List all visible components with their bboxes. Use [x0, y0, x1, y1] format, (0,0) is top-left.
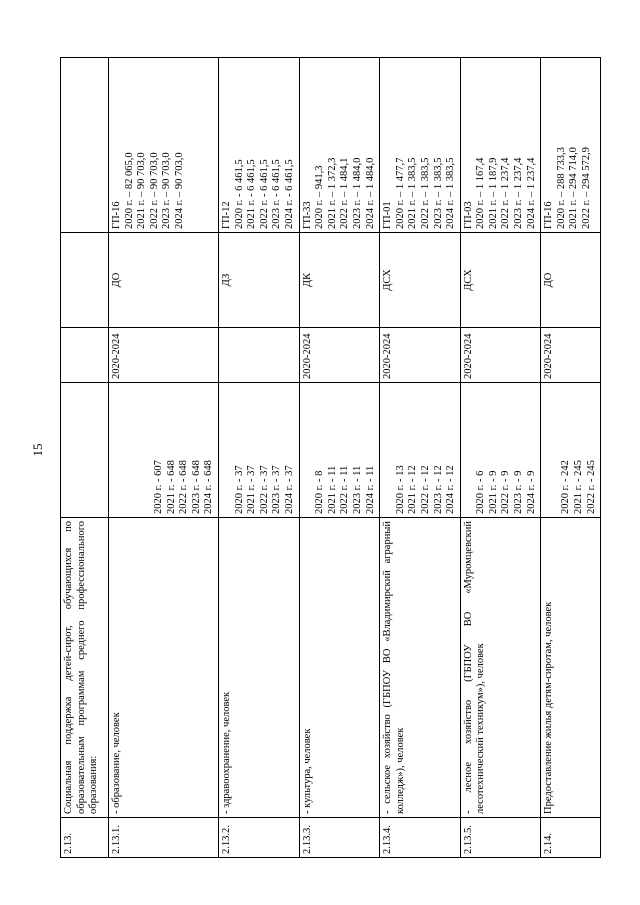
- responsible: ДСХ: [382, 269, 394, 291]
- table-row: [109, 58, 219, 858]
- responsible-cell: [219, 233, 300, 328]
- responsible: ДК: [301, 272, 313, 288]
- row-description: - образование, человек: [111, 712, 122, 814]
- row-description: - лесное хозяйство (ГБПОУ ВО «Муромцевский лесотехнический техникум»), человек: [462, 521, 487, 814]
- funding-value: 2024 г. - 6 461,5: [283, 159, 295, 229]
- funding-cell: [61, 58, 109, 233]
- indicator-value: 2020 г. - 8: [314, 470, 326, 514]
- program-code: ГП-01: [382, 201, 394, 229]
- period: 2020-2024: [462, 333, 474, 379]
- row-number: 2.13.3.: [301, 825, 313, 854]
- funding-value: 2024 г. – 90 703,0: [173, 152, 185, 229]
- funding-value: 2022 г. – 90 703,0: [148, 152, 160, 229]
- row-number: 2.13.2.: [221, 825, 232, 854]
- page-number: 15: [30, 443, 45, 457]
- funding-value: 2022 г. – 1 237,4: [500, 157, 512, 229]
- description-cell: [541, 518, 601, 818]
- row-number: 2.13.: [63, 833, 74, 854]
- funding-value: 2020 г. - 6 461,5: [233, 159, 245, 229]
- funding-value: 2022 г. – 294 572,9: [581, 147, 593, 229]
- indicator-value: 2020 г. - 13: [394, 465, 406, 514]
- indicator-value: 2023 г. - 9: [513, 470, 525, 514]
- rotated-table-container: [60, 58, 597, 858]
- indicator-value: 2024 г. - 12: [445, 465, 457, 514]
- table-row: [460, 58, 541, 858]
- responsible: ДО: [543, 272, 555, 288]
- row-description: - культура, человек: [301, 728, 313, 814]
- funding-cell: [109, 58, 219, 233]
- indicator-value: 2022 г. - 245: [585, 460, 597, 514]
- indicator-value: 2023 г. - 11: [351, 465, 363, 514]
- indicator-value: 2024 г. - 37: [283, 465, 295, 514]
- description-cell: [109, 518, 219, 818]
- indicator-value: 2020 г. - 6: [475, 470, 487, 514]
- period: 2020-2024: [382, 333, 394, 379]
- indicator-value: 2021 г. - 12: [407, 465, 419, 514]
- indicator-value: 2023 г. - 12: [432, 465, 444, 514]
- funding-cell: [460, 58, 541, 233]
- program-code: ГП-03: [462, 201, 474, 229]
- funding-cell: [541, 58, 601, 233]
- indicator-value: 2020 г. - 607: [153, 460, 165, 514]
- funding-value: 2020 г. – 1 477,7: [394, 157, 406, 229]
- indicator-values-cell: [219, 383, 300, 518]
- table-row: [541, 58, 601, 858]
- description-cell: [219, 518, 300, 818]
- indicator-values-cell: [541, 383, 601, 518]
- responsible-cell: [380, 233, 461, 328]
- indicator-value: 2020 г. - 242: [560, 460, 572, 514]
- period-cell: [299, 328, 380, 383]
- row-description: Социальная поддержка детей-сирот, обучающихся по образовательным программам среднего профессионального образования:: [63, 521, 100, 814]
- row-number: 2.14.: [543, 833, 555, 854]
- program-code: ГП-12: [221, 201, 232, 229]
- row-number: 2.13.5.: [462, 825, 474, 854]
- indicator-value: 2023 г. - 648: [190, 460, 202, 514]
- period-cell: [460, 328, 541, 383]
- indicator-value: 2024 г. - 11: [364, 465, 376, 514]
- row-number: 2.13.1.: [111, 825, 122, 854]
- responsible-cell: [61, 233, 109, 328]
- funding-value: 2023 г. – 1 484,0: [351, 157, 363, 229]
- funding-cell: [299, 58, 380, 233]
- funding-value: 2022 г. – 1 484,1: [339, 157, 351, 229]
- row-number-cell: [380, 818, 461, 858]
- indicator-value: 2022 г. - 37: [258, 465, 270, 514]
- row-description: Предоставление жилья детям-сиротам, человек: [543, 601, 555, 814]
- program-code: ГП-33: [301, 201, 313, 229]
- table-row: [219, 58, 300, 858]
- row-number-cell: [61, 818, 109, 858]
- indicator-value: 2022 г. - 12: [419, 465, 431, 514]
- indicator-value: 2021 г. - 11: [326, 465, 338, 514]
- table-row: [61, 58, 109, 858]
- indicator-value: 2022 г. - 9: [500, 470, 512, 514]
- responsible-cell: [541, 233, 601, 328]
- row-description: - сельское хозяйство (ГБПОУ ВО «Владимирский аграрный колледж»), человек: [382, 521, 406, 814]
- indicator-value: 2021 г. - 648: [165, 460, 177, 514]
- period: 2020-2024: [543, 333, 555, 379]
- row-number: 2.13.4.: [382, 825, 394, 854]
- period: 2020-2024: [301, 333, 313, 379]
- row-number-cell: [460, 818, 541, 858]
- indicator-values-cell: [61, 383, 109, 518]
- table-row: [380, 58, 461, 858]
- indicator-value: 2021 г. - 9: [487, 470, 499, 514]
- indicator-values-cell: [460, 383, 541, 518]
- responsible: ДЗ: [221, 273, 232, 287]
- indicator-value: 2024 г. - 9: [525, 470, 537, 514]
- funding-value: 2024 г. – 1 237,4: [525, 157, 537, 229]
- funding-value: 2023 г. – 90 703,0: [161, 152, 173, 229]
- period: 2020-2024: [111, 333, 122, 379]
- program-code: ГП-16: [111, 201, 122, 229]
- indicator-values-cell: [299, 383, 380, 518]
- indicator-values-cell: [109, 383, 219, 518]
- responsible: ДСХ: [462, 269, 474, 291]
- row-number-cell: [299, 818, 380, 858]
- funding-value: 2021 г. – 1 383,5: [407, 157, 419, 229]
- funding-value: 2023 г. – 1 383,5: [432, 157, 444, 229]
- description-cell: [299, 518, 380, 818]
- period-cell: [380, 328, 461, 383]
- funding-value: 2021 г. – 1 372,3: [326, 157, 338, 229]
- funding-value: 2024 г. – 1 383,5: [445, 157, 457, 229]
- indicator-value: 2024 г. - 648: [203, 460, 215, 514]
- funding-value: 2022 г. - 6 461,5: [258, 159, 270, 229]
- funding-value: 2022 г. – 1 383,5: [419, 157, 431, 229]
- period-cell: [541, 328, 601, 383]
- period-cell: [61, 328, 109, 383]
- indicator-value: 2020 г. - 37: [233, 465, 245, 514]
- row-number-cell: [541, 818, 601, 858]
- funding-value: 2020 г. – 82 065,0: [123, 152, 135, 229]
- indicator-value: 2022 г. - 11: [339, 465, 351, 514]
- funding-value: 2021 г. – 90 703,0: [136, 152, 148, 229]
- funding-value: 2021 г. – 1 187,9: [487, 157, 499, 229]
- funding-value: 2023 г. – 1 237,4: [513, 157, 525, 229]
- period-cell: [109, 328, 219, 383]
- funding-value: 2021 г. - 6 461,5: [246, 159, 258, 229]
- indicator-value: 2021 г. - 245: [573, 460, 585, 514]
- funding-cell: [380, 58, 461, 233]
- responsible-cell: [109, 233, 219, 328]
- funding-value: 2021 г. – 294 714,0: [568, 147, 580, 229]
- period-cell: [219, 328, 300, 383]
- indicator-values-cell: [380, 383, 461, 518]
- table-row: [299, 58, 380, 858]
- row-number-cell: [219, 818, 300, 858]
- indicator-value: 2023 г. - 37: [271, 465, 283, 514]
- funding-value: 2020 г. – 941,3: [314, 165, 326, 229]
- funding-value: 2020 г. – 288 733,3: [555, 147, 567, 229]
- row-description: - здравоохранение, человек: [221, 691, 232, 814]
- description-cell: [61, 518, 109, 818]
- indicator-value: 2021 г. - 37: [246, 465, 258, 514]
- responsible-cell: [460, 233, 541, 328]
- row-number-cell: [109, 818, 219, 858]
- funding-value: 2020 г. – 1 167,4: [475, 157, 487, 229]
- description-cell: [460, 518, 541, 818]
- indicator-value: 2022 г. - 648: [178, 460, 190, 514]
- program-code: ГП-16: [543, 201, 555, 229]
- funding-cell: [219, 58, 300, 233]
- responsible: ДО: [111, 272, 122, 288]
- program-table: [60, 57, 601, 858]
- responsible-cell: [299, 233, 380, 328]
- funding-value: 2024 г. – 1 484,0: [364, 157, 376, 229]
- funding-value: 2023 г. - 6 461,5: [271, 159, 283, 229]
- table-body: [61, 58, 601, 858]
- description-cell: [380, 518, 461, 818]
